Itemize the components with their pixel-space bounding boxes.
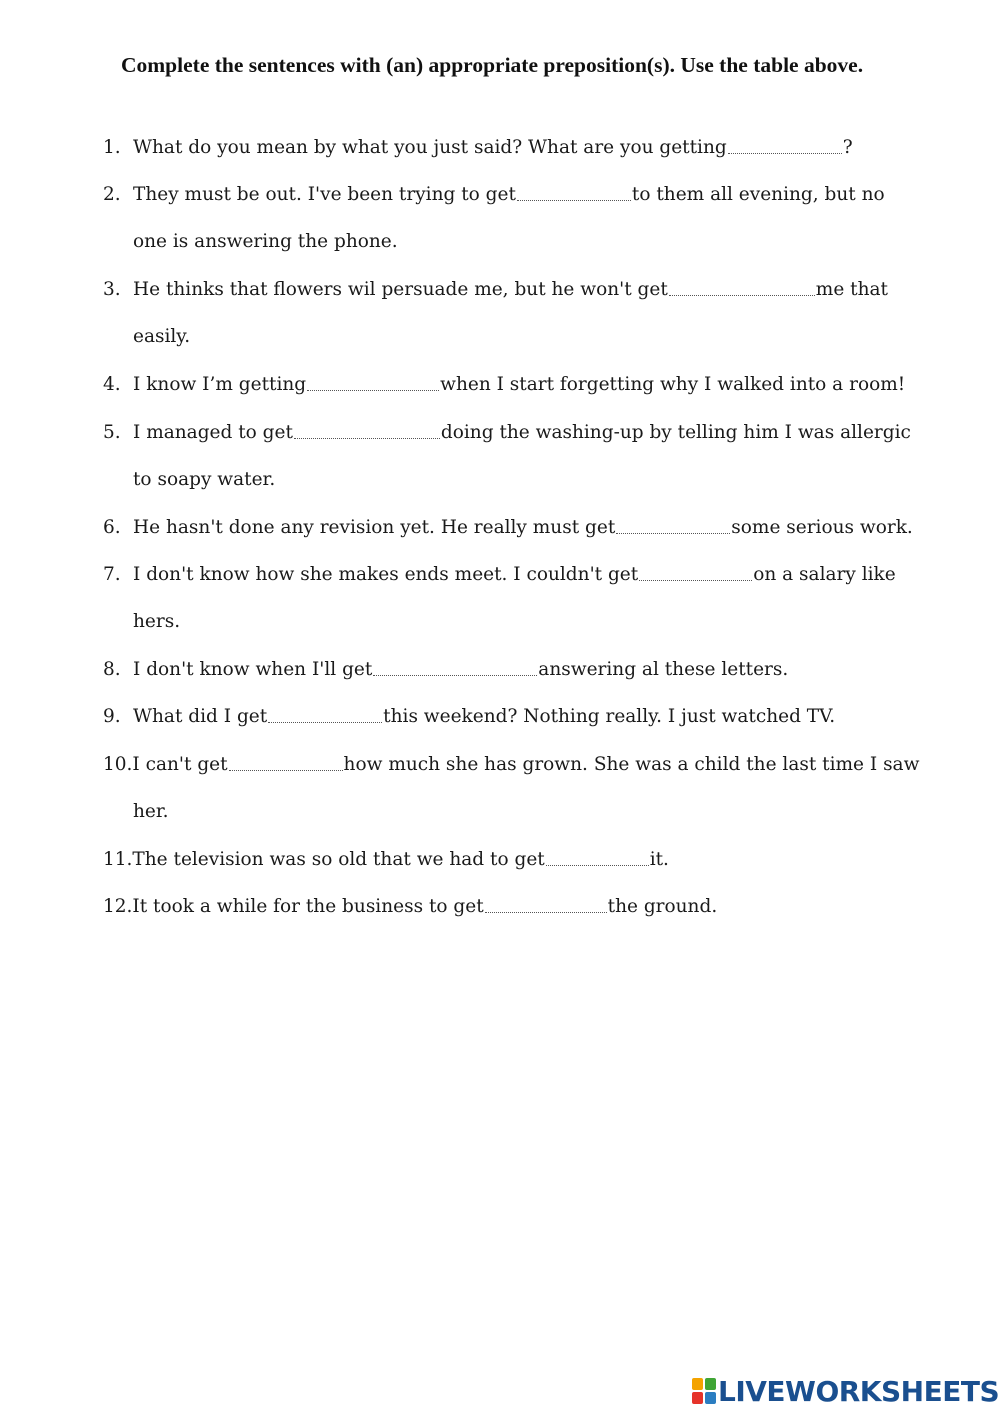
logo-square-2 xyxy=(705,1378,716,1390)
question-text-after: ? xyxy=(842,137,853,158)
question-number: 8. xyxy=(103,659,121,680)
answer-blank-3[interactable] xyxy=(669,280,815,296)
question-text-before: The television was so old that we had to get xyxy=(132,849,545,870)
question-number: 1. xyxy=(103,137,121,158)
answer-blank-8[interactable] xyxy=(373,660,537,676)
question-2-continuation: one is answering the phone. xyxy=(133,231,398,252)
answer-input-5[interactable] xyxy=(294,426,440,441)
question-9 xyxy=(103,707,835,727)
answer-blank-6[interactable] xyxy=(616,518,730,534)
answer-blank-2[interactable] xyxy=(517,185,631,201)
question-5-continuation: to soapy water. xyxy=(133,469,276,490)
question-text-before: They must be out. I've been trying to get xyxy=(133,184,516,205)
question-text-before: I don't know when I'll get xyxy=(133,659,373,680)
question-1 xyxy=(103,138,853,158)
question-3-continuation: easily. xyxy=(133,326,191,347)
liveworksheets-logo-icon xyxy=(692,1378,716,1404)
question-text-after: on a salary like xyxy=(753,564,896,585)
question-number: 12. xyxy=(103,896,133,917)
question-10-continuation: her. xyxy=(133,801,169,822)
answer-input-12[interactable] xyxy=(485,900,607,915)
liveworksheets-logo xyxy=(692,1375,999,1407)
instructions-heading: Complete the sentences with (an) appropriate preposition(s). Use the table above. xyxy=(121,53,864,77)
question-text-before: I managed to get xyxy=(133,422,293,443)
question-2 xyxy=(103,185,885,205)
answer-input-9[interactable] xyxy=(268,710,382,725)
question-3 xyxy=(103,280,888,300)
question-10 xyxy=(103,755,919,775)
answer-input-7[interactable] xyxy=(639,568,752,583)
question-number: 11. xyxy=(103,849,133,870)
answer-blank-12[interactable] xyxy=(485,897,607,913)
question-text-after: it. xyxy=(649,849,669,870)
question-text-after: me that xyxy=(815,279,888,300)
question-number: 4. xyxy=(103,374,121,395)
answer-blank-10[interactable] xyxy=(229,755,343,771)
question-text-before: What did I get xyxy=(133,706,268,727)
answer-blank-7[interactable] xyxy=(639,565,752,581)
question-number: 9. xyxy=(103,706,121,727)
question-7-continuation: hers. xyxy=(133,611,181,632)
answer-blank-1[interactable] xyxy=(728,138,842,154)
question-text-before: I know I’m getting xyxy=(133,374,307,395)
question-7 xyxy=(103,565,896,585)
question-text-after: some serious work. xyxy=(731,517,913,538)
logo-square-1 xyxy=(692,1378,703,1390)
answer-input-2[interactable] xyxy=(517,188,631,203)
answer-input-4[interactable] xyxy=(307,378,439,393)
logo-text: LIVEWORKSHEETS xyxy=(718,1374,1000,1408)
answer-blank-4[interactable] xyxy=(307,375,439,391)
question-number: 7. xyxy=(103,564,121,585)
question-6 xyxy=(103,518,913,538)
answer-blank-5[interactable] xyxy=(294,423,440,439)
question-text-before: What do you mean by what you just said? What are you getting xyxy=(133,137,727,158)
answer-input-8[interactable] xyxy=(373,663,537,678)
answer-input-6[interactable] xyxy=(616,521,730,536)
question-number: 10. xyxy=(103,754,133,775)
answer-input-10[interactable] xyxy=(229,758,343,773)
question-text-before: He thinks that flowers wil persuade me, but he won't get xyxy=(133,279,668,300)
question-number: 5. xyxy=(103,422,121,443)
logo-square-3 xyxy=(692,1392,703,1404)
question-8 xyxy=(103,660,788,680)
question-text-before: I can't get xyxy=(132,754,228,775)
question-text-after: when I start forgetting why I walked into a room! xyxy=(440,374,906,395)
question-12 xyxy=(103,897,717,917)
question-text-before: It took a while for the business to get xyxy=(132,896,484,917)
answer-input-11[interactable] xyxy=(546,853,649,868)
question-number: 2. xyxy=(103,184,121,205)
question-text-before: I don't know how she makes ends meet. I couldn't get xyxy=(133,564,639,585)
answer-input-1[interactable] xyxy=(728,141,842,156)
question-number: 3. xyxy=(103,279,121,300)
question-text-after: the ground. xyxy=(607,896,718,917)
question-text-after: answering al these letters. xyxy=(538,659,789,680)
question-number: 6. xyxy=(103,517,121,538)
question-text-after: how much she has grown. She was a child the last time I saw xyxy=(343,754,920,775)
answer-blank-9[interactable] xyxy=(268,707,382,723)
question-4 xyxy=(103,375,905,395)
question-text-after: to them all evening, but no xyxy=(631,184,885,205)
logo-square-4 xyxy=(705,1392,716,1404)
question-text-after: this weekend? Nothing really. I just watched TV. xyxy=(383,706,836,727)
question-text-before: He hasn't done any revision yet. He really must get xyxy=(133,517,616,538)
answer-blank-11[interactable] xyxy=(546,850,649,866)
question-5 xyxy=(103,423,911,443)
answer-input-3[interactable] xyxy=(669,283,815,298)
question-11 xyxy=(103,850,669,870)
question-text-after: doing the washing-up by telling him I was allergic xyxy=(440,422,911,443)
